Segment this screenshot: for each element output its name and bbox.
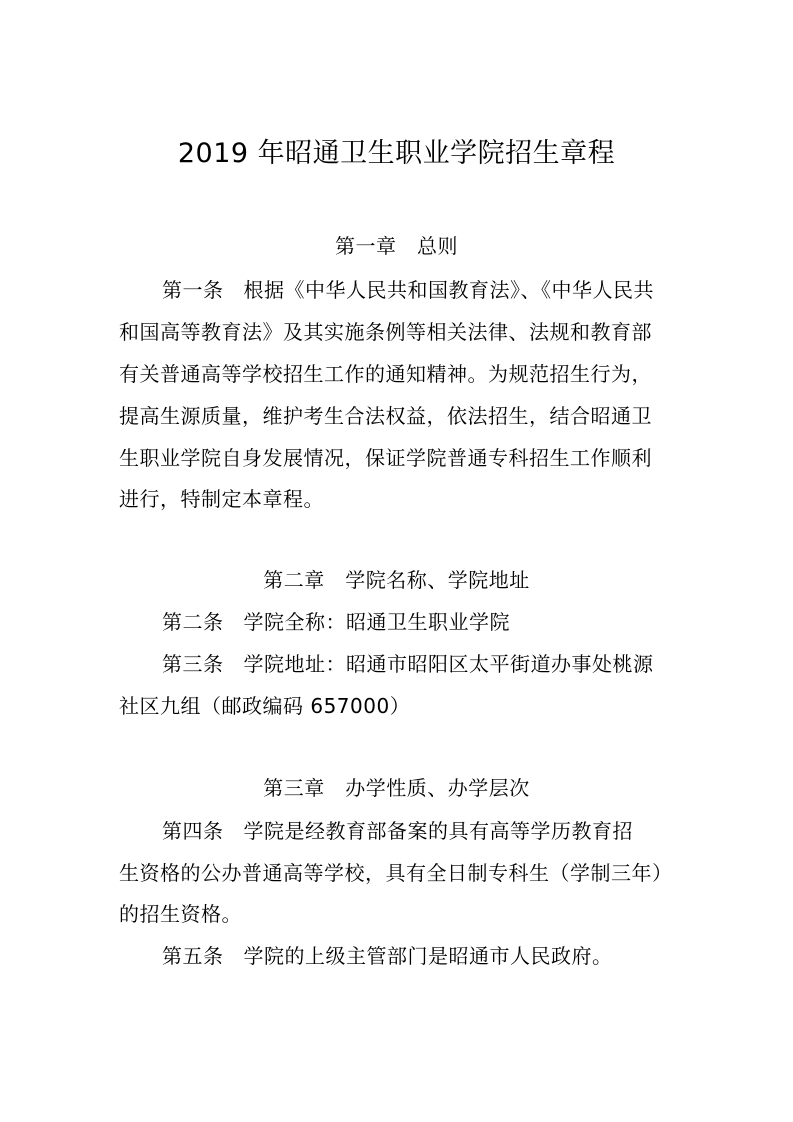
chapter-heading: 第一章 总则 — [335, 234, 458, 258]
article-line — [162, 817, 682, 845]
article-label: 第二条 — [162, 610, 224, 634]
article-text: 进行，特制定本章程。 — [119, 487, 324, 511]
article-label: 第四条 — [162, 819, 224, 843]
article-text: 根据《中华人民共和国教育法》、《中华人民共 — [243, 278, 654, 302]
article-text: 社区九组（邮政编码 657000） — [119, 694, 411, 718]
article-label: 第三条 — [162, 652, 224, 676]
article-text: 学院全称：昭通卫生职业学院 — [243, 610, 510, 634]
article-text: 和国高等教育法》及其实施条例等相关法律、法规和教育部 — [119, 320, 652, 344]
article-text: 提高生源质量，维护考生合法权益，依法招生，结合昭通卫 — [119, 404, 652, 428]
article-text: 学院是经教育部备案的具有高等学历教育招 — [243, 819, 633, 843]
article-line — [162, 608, 682, 636]
article-label: 第一条 — [162, 278, 224, 302]
chapter-heading: 第三章 办学性质、办学层次 — [263, 776, 530, 800]
document-title: 2019 年昭通卫生职业学院招生章程 — [177, 138, 616, 169]
article-text: 有关普通高等学校招生工作的通知精神。为规范招生行为， — [119, 362, 652, 386]
article-text: 的招生资格。 — [119, 902, 242, 926]
article-text: 生资格的公办普通高等学校，具有全日制专科生（学制三年） — [119, 861, 673, 885]
article-line — [162, 942, 682, 970]
article-line — [162, 276, 682, 304]
article-text: 学院的上级主管部门是昭通市人民政府。 — [243, 944, 613, 968]
article-text: 生职业学院自身发展情况，保证学院普通专科招生工作顺利 — [119, 446, 652, 470]
chapter-heading: 第二章 学院名称、学院地址 — [263, 568, 530, 592]
article-line — [162, 650, 682, 678]
article-label: 第五条 — [162, 944, 224, 968]
article-text: 学院地址：昭通市昭阳区太平街道办事处桃源 — [243, 652, 654, 676]
